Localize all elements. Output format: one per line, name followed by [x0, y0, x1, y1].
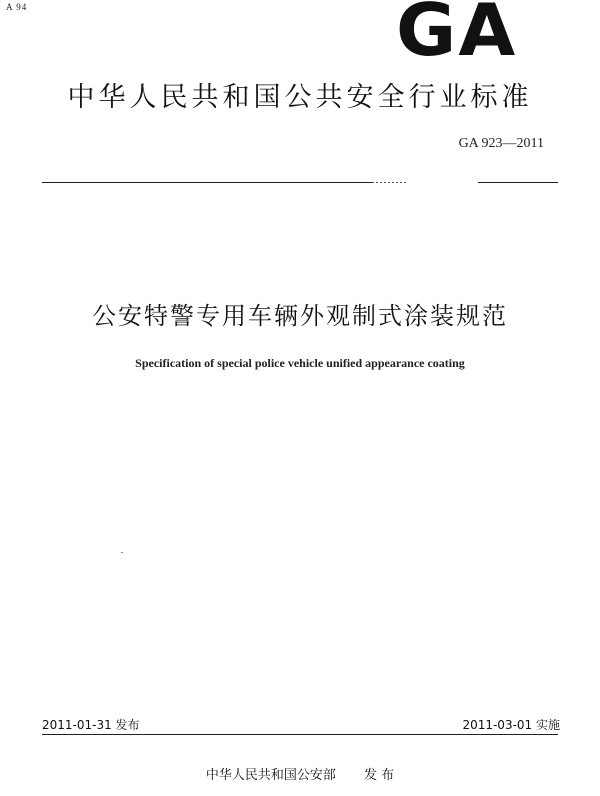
footer-divider	[42, 734, 558, 735]
header-divider-dots	[372, 182, 406, 183]
standard-type-heading: 中华人民共和国公共安全行业标准	[67, 82, 533, 113]
document-subtitle-english: Specification of special police vehicle unified appearance coating	[135, 356, 465, 370]
implementation-date: 2011-03-01 实施	[462, 718, 560, 732]
issue-date: 2011-01-31 发布	[42, 718, 140, 732]
scan-speck	[121, 552, 123, 553]
publisher-name: 中华人民共和国公安部	[205, 768, 336, 783]
standard-number: GA 923—2011	[458, 136, 544, 151]
ics-code: A 94	[6, 2, 28, 12]
document-title: 公安特警专用车辆外观制式涂装规范	[92, 302, 508, 330]
header-divider-right	[478, 182, 558, 183]
publisher-line	[0, 764, 600, 783]
header-divider-left	[42, 182, 372, 183]
publish-label: 发 布	[363, 768, 395, 783]
ga-logo: GA	[396, 0, 518, 72]
